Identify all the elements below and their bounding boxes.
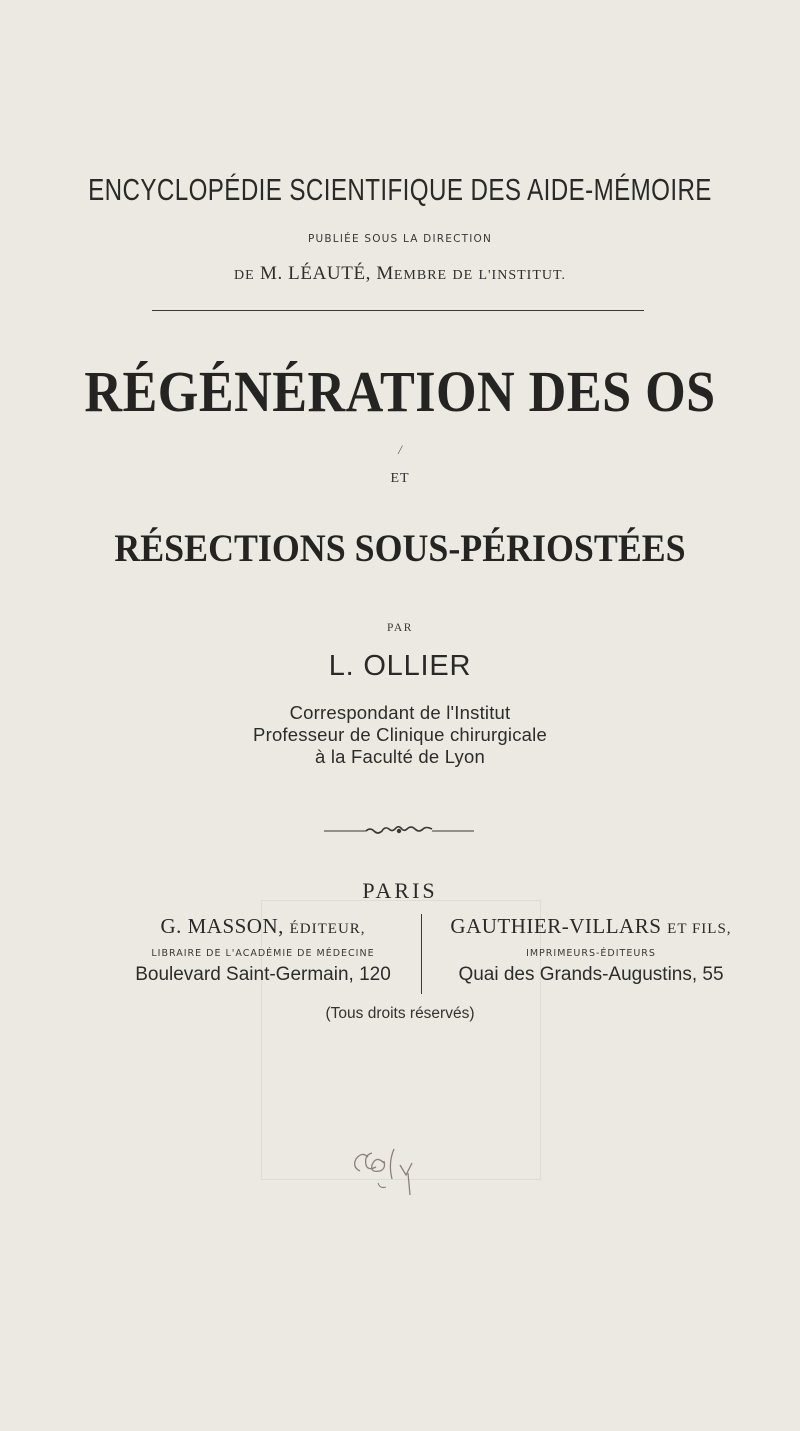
director-membre: MEMBRE xyxy=(376,263,448,284)
ornament-divider xyxy=(324,826,474,836)
by-label: PAR xyxy=(386,622,414,634)
series-title: ENCYCLOPÉDIE SCIENTIFIQUE DES AIDE-MÉMOIRE xyxy=(88,172,712,207)
publisher-left-address: Boulevard Saint-Germain, 120 xyxy=(135,964,391,985)
publisher-right-subtitle: IMPRIMEURS-ÉDITEURS xyxy=(526,948,656,959)
publisher-right-address: Quai des Grands-Augustins, 55 xyxy=(458,964,724,985)
main-title: RÉGÉNÉRATION DES OS xyxy=(84,359,716,424)
publisher-column-divider xyxy=(421,914,422,994)
publisher-right-name: GAUTHIER-VILLARS ET FILS, xyxy=(450,914,732,938)
director-prefix: DE xyxy=(233,268,255,283)
conjunction-et: ET xyxy=(390,471,410,486)
director-institut: L'INSTITUT. xyxy=(478,268,567,283)
director-de: DE xyxy=(452,268,474,283)
handwritten-shelfmark xyxy=(350,1135,450,1215)
header-rule xyxy=(152,310,644,311)
author-affiliation-3: à la Faculté de Lyon xyxy=(315,746,485,767)
author-affiliation-2: Professeur de Clinique chirurgicale xyxy=(253,724,547,745)
director-line xyxy=(0,263,800,285)
published-under-line: PUBLIÉE SOUS LA DIRECTION xyxy=(307,233,493,245)
publisher-left-name: G. MASSON, ÉDITEUR, xyxy=(160,914,366,938)
subtitle: RÉSECTIONS SOUS-PÉRIOSTÉES xyxy=(114,527,686,570)
author-name: L. OLLIER xyxy=(328,650,472,682)
publisher-left-subtitle: LIBRAIRE DE L'ACADÉMIE DE MÉDECINE xyxy=(151,948,375,959)
imprint-city: PARIS xyxy=(362,878,438,903)
director-name: M. LÉAUTÉ, xyxy=(259,263,371,284)
slash-mark: / xyxy=(398,442,402,457)
rights-notice: (Tous droits réservés) xyxy=(325,1005,475,1022)
author-affiliation-1: Correspondant de l'Institut xyxy=(289,702,511,723)
